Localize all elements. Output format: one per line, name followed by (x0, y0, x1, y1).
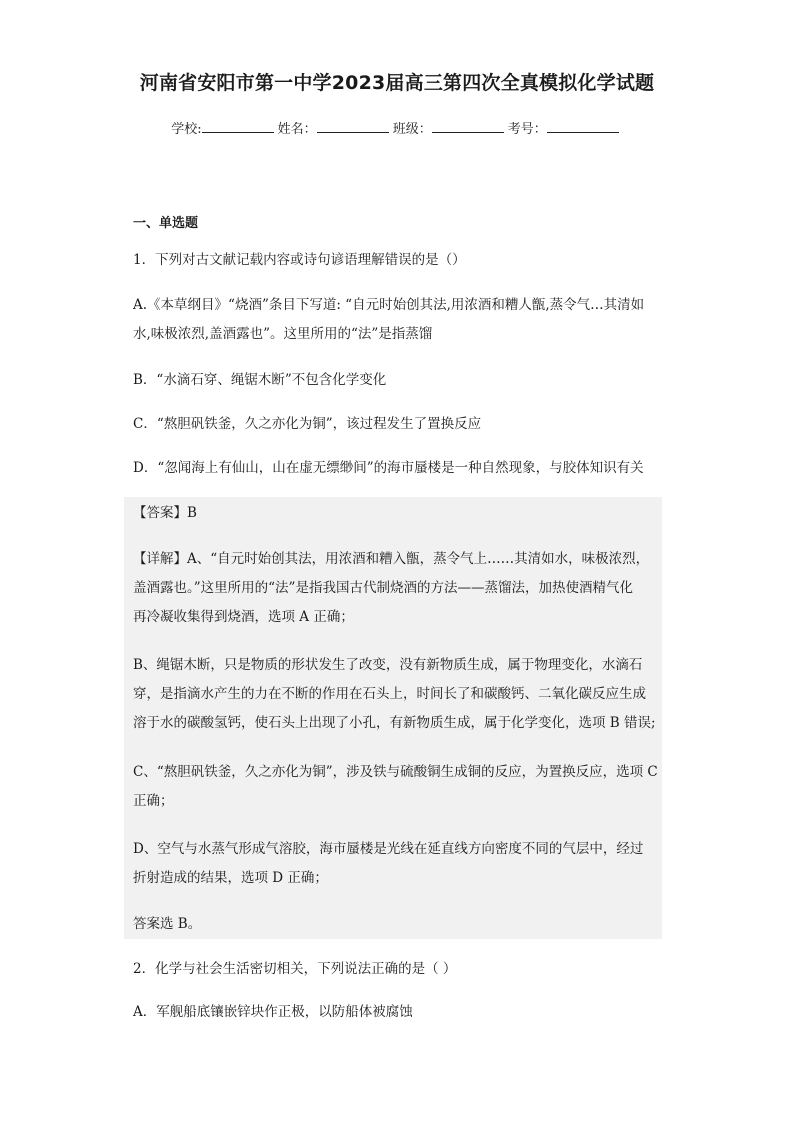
answer-conclusion: 答案选 B。 (133, 916, 202, 932)
answer-label: 【答案】B (133, 505, 197, 521)
question-1-option-d: D．“忽闻海上有仙山，山在虚无缥缈间”的海市蜃楼是一种自然现象，与胶体知识有关 (133, 460, 644, 476)
question-1-option-a (133, 291, 663, 349)
option-a-line-1: A.《本草纲目》“烧酒”条目下写道: “自元时始创其法,用浓酒和糟人甑,蒸令气…其清如 (133, 297, 645, 313)
student-info-line (0, 118, 794, 137)
name-blank (317, 120, 389, 133)
detail-d-line-1: D、空气与水蒸气形成气溶胶，海市蜃楼是光线在延直线方向密度不同的气层中，经过 (133, 841, 644, 857)
option-a-line-2: 水,味极浓烈,盖酒露也”。这里所用的“法”是指蒸馏 (133, 326, 433, 342)
detail-c-line-1: C、“熬胆矾铁釜，久之亦化为铜”，涉及铁与硫酸铜生成铜的反应，为置换反应，选项 C (133, 764, 658, 780)
detail-b-line-3: 溶于水的碳酸氢钙，使石头上出现了小孔，有新物质生成，属于化学变化，选项 B 错误; (133, 715, 656, 731)
detail-b (133, 651, 663, 738)
exam-number-blank (547, 120, 619, 133)
detail-c (133, 758, 663, 816)
detail-d-line-2: 折射造成的结果，选项 D 正确； (133, 870, 328, 886)
detail-a-line-1: 【详解】A、“自元时始创其法，用浓酒和糟入甑，蒸令气上……其清如水，味极浓烈， (133, 551, 650, 567)
question-2-option-a: A．军舰船底镶嵌锌块作正极，以防船体被腐蚀 (133, 1004, 413, 1020)
name-label: 姓名： (277, 122, 317, 137)
detail-d (133, 835, 663, 893)
question-1-option-c: C．“熬胆矾铁釜，久之亦化为铜”，该过程发生了置换反应 (133, 416, 482, 432)
question-2-stem: 2．化学与社会生活密切相关，下列说法正确的是（ ） (133, 961, 457, 977)
class-blank (432, 120, 504, 133)
detail-a-line-3: 再冷凝收集得到烧酒，选项 A 正确； (133, 609, 354, 625)
detail-a-line-2: 盖酒露也。”这里所用的“法”是指我国古代制烧酒的方法——蒸馏法，加热使酒精气化 (133, 580, 633, 596)
page-title: 河南省安阳市第一中学2023届高三第四次全真模拟化学试题 (139, 72, 655, 94)
detail-a (133, 545, 663, 632)
class-label: 班级： (392, 122, 432, 137)
exam-number-label: 考号： (507, 122, 547, 137)
question-1-stem: 1．下列对古文献记载内容或诗句谚语理解错误的是（） (133, 252, 466, 268)
question-1-option-b: B．“水滴石穿、绳锯木断”不包含化学变化 (133, 372, 387, 388)
school-blank (202, 120, 274, 133)
school-label: 学校: (171, 122, 202, 137)
detail-c-line-2: 正确； (133, 793, 174, 809)
detail-b-line-2: 穿，是指滴水产生的力在不断的作用在石头上，时间长了和碳酸钙、二氧化碳反应生成 (133, 686, 646, 702)
detail-b-line-1: B、绳锯木断，只是物质的形状发生了改变，没有新物质生成，属于物理变化，水滴石 (133, 657, 643, 673)
section-title: 一、单选题 (133, 216, 199, 231)
